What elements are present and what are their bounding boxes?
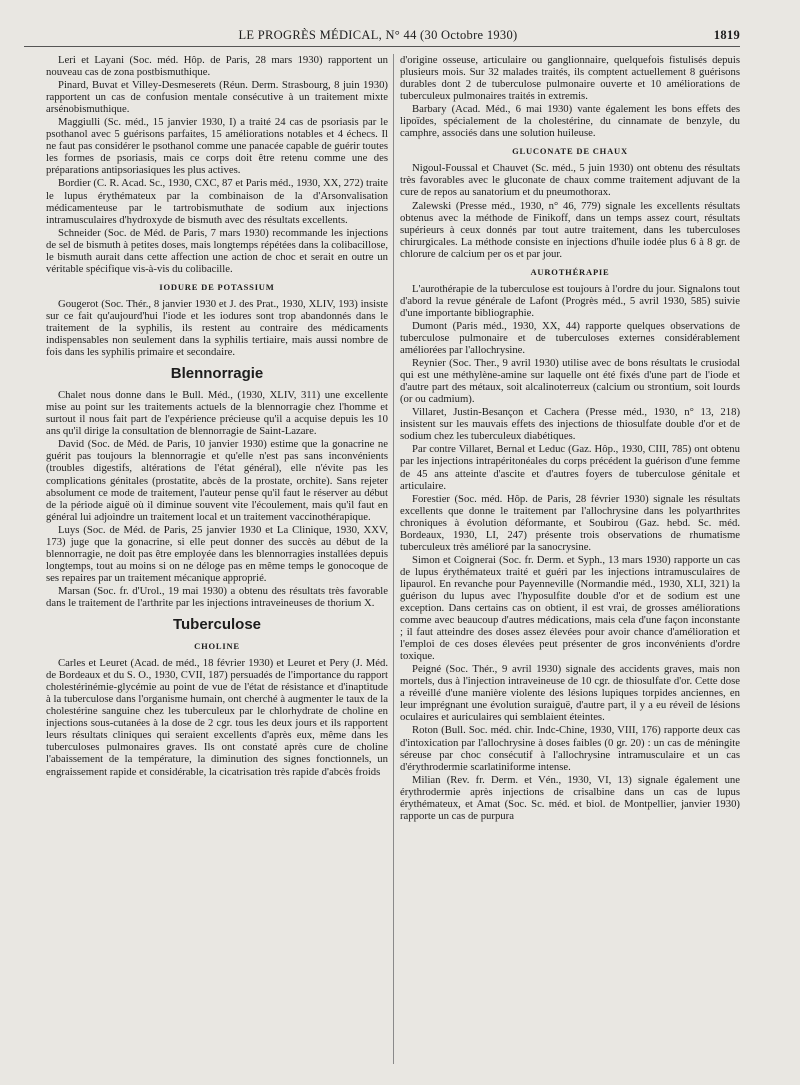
paragraph: Forestier (Soc. méd. Hôp. de Paris, 28 février 1930) signale les résultats excellents que donne le traitement par l'allochrysine dans les polyarthrites chroniques à évolution déformante, et Soubirou (Gaz. hebd. Sc. méd. Bordeaux, 1930, LI, 247) présente trois observations de rhumatisme tuberculeux très amélioré par la sanocrysine.	[400, 492, 740, 553]
header-rule	[24, 46, 740, 47]
paragraph: Luys (Soc. de Méd. de Paris, 25 janvier 1930 et La Clinique, 1930, XXV, 173) juge que la gonacrine, si elle peut donner des succès au début de la blennorragie, ne doit pas être employée dans les blennorragies installées depuis longtemps, tout au moins si on ne déloge pas en même temps le gonocoque de ses repaires par un traitement mécanique approprié.	[46, 523, 388, 584]
paragraph: Bordier (C. R. Acad. Sc., 1930, CXC, 87 et Paris méd., 1930, XX, 272) traite le lupus érythémateux par la combinaison de la d'Arsonvalisation médicamenteuse par le tartrobismuthate de sodium aux injections intramusculaires d'hydroxyde de bismuth avec des résultats excellents.	[46, 177, 388, 226]
subheading-gluconate: GLUCONATE DE CHAUX	[512, 146, 628, 157]
section-heading-tuberculose: Tuberculose	[172, 616, 262, 634]
paragraph: Chalet nous donne dans le Bull. Méd., (1930, XLIV, 311) une excellente mise au point sur les traitements actuels de la blennorragie chez l'homme et surtout il nous fait part de l'expérience précieuse qu'il a acquise depuis les 10 ans qu'il dirige la consultation de blennorragie de Saint-Lazare.	[46, 389, 388, 438]
paragraph: Villaret, Justin-Besançon et Cachera (Presse méd., 1930, n° 13, 218) insistent sur les mauvais effets des injections de thiosulfate double d'or et de sodium chez les tuberculeux diabétiques.	[400, 406, 740, 443]
page-header	[20, 28, 740, 43]
running-title: LE PROGRÈS MÉDICAL, N° 44 (30 Octobre 1930)	[238, 28, 518, 42]
paragraph: Maggiulli (Sc. méd., 15 janvier 1930, I) a traité 24 cas de psoriasis par le psothanol avec 5 guérisons parfaites, 15 améliorations notables et 4 échecs. Il ne faut pas considérer le psothanol comme une panacée capable de guérir toutes les formes de psoriasis, mais ce corps doit être retenu comme une des préparations antipsoriasiques les plus actives.	[46, 116, 388, 177]
paragraph: Barbary (Acad. Méd., 6 mai 1930) vante également les bons effets des lipoïdes, spécialement de la cholestérine, du cinnamate de benzyle, du camphre, associés dans une solution huileuse.	[400, 103, 740, 140]
subheading-iodure: IODURE DE POTASSIUM	[159, 281, 275, 292]
paragraph: Pinard, Buvat et Villey-Desmeserets (Réun. Derm. Strasbourg, 8 juin 1930) rapportent un cas de confusion mentale consécutive à un traitement mixte arsénobismuthique.	[46, 79, 388, 116]
left-column	[46, 54, 388, 779]
paragraph: Marsan (Soc. fr. d'Urol., 19 mai 1930) a obtenu des résultats très favorable dans le traitement de l'arthrite par les injections intraveineuses de thorium X.	[46, 584, 388, 609]
paragraph: Nigoul-Foussal et Chauvet (Sc. méd., 5 juin 1930) ont obtenu des résultats très favorables avec le gluconate de chaux comme traitement adjuvant de la cure de repos au sanatorium et du pneumothorax.	[400, 162, 740, 199]
paragraph: Reynier (Soc. Ther., 9 avril 1930) utilise avec de bons résultats le crusiodal qui est une méthylène-amine sur laquelle ont été fixés d'une part de l'iode et d'autre part des métaux, soit alcalinoterreux (calcium ou strontium, soit lourds (or ou cadmium).	[400, 357, 740, 406]
paragraph: d'origine osseuse, articulaire ou ganglionnaire, quelquefois fistulisés depuis plusieurs mois. Sur 32 malades traités, ils comptent actuellement 8 guérisons durables dont 2 de tuberculose pulmonaire ouverte et 10 améliorations de tuberculeux pulmonaires traités in extremis.	[400, 54, 740, 103]
subheading-aurotherapie: AUROTHÉRAPIE	[530, 266, 610, 277]
right-column	[400, 54, 740, 823]
paragraph: Milian (Rev. fr. Derm. et Vén., 1930, VI, 13) signale également une érythrodermie après injections de crisalbine dans un cas de lupus érythémateux, et Amat (Soc. Sc. méd. et biol. de Montpellier, janvier 1930) rapporte un cas de purpura	[400, 773, 740, 822]
page-number: 1819	[713, 28, 740, 42]
paragraph: Peigné (Soc. Thér., 9 avril 1930) signale des accidents graves, mais non mortels, dus à l'injection intraveineuse de 10 cgr. de thiosulfate d'or. Cette dose a réveillé d'une manière violente des lésions lupiques torpides anciennes, en leur imprégnant une évolution suraiguë, d'autre part, il y a eu réveil de lésions oculaires et auriculaires qui semblaient éteintes.	[400, 663, 740, 724]
paragraph: David (Soc. de Méd. de Paris, 10 janvier 1930) estime que la gonacrine ne guérit pas toujours la blennorragie et qu'elle n'est pas sans inconvénients (troubles digestifs, altérations de l'état général), elle n'évite pas les complications génitales (prostatite, abcès de la prostate, orchite). Sans rejeter absolument ce mode de traitement, l'auteur pense qu'il faut le réserver au début de la période aiguë où il diminue souvent vite l'écoulement, mais qu'il faut en général lui adjoindre un traitement local et un traitement vaccinothérapique.	[46, 438, 388, 523]
subheading-choline: CHOLINE	[194, 641, 240, 652]
paragraph: Gougerot (Soc. Thér., 8 janvier 1930 et J. des Prat., 1930, XLIV, 193) insiste sur ce fait qu'aujourd'hui l'iode et les iodures sont trop abandonnés dans le traitement de la syphilis, ils restent au contraire des médicaments indispensables non seulement dans la syphilis tertiaire, mais aussi nombre de fois dans les syphilis primaire et secondaire.	[46, 297, 388, 359]
paragraph: Par contre Villaret, Bernal et Leduc (Gaz. Hôp., 1930, CIII, 785) ont obtenu par les injections intrapéritonéales du corps précédent la guérison d'une femme de 45 ans atteinte d'ascite et d'autres foyers de tuberculose génitale et articulaire.	[400, 443, 740, 492]
section-heading-blennorragie: Blennorragie	[170, 365, 264, 383]
paragraph: L'aurothérapie de la tuberculose est toujours à l'ordre du jour. Signalons tout d'abord la revue générale de Lafont (Progrès méd., 5 avril 1930, 585) suivie d'une importante bibliographie.	[400, 282, 740, 319]
paragraph: Roton (Bull. Soc. méd. chir. Indc-Chine, 1930, VIII, 176) rapporte deux cas d'intoxication par l'allochrysine à doses faibles (0 gr. 20) : un cas de méningite séreuse par choc consécutif à l'allochrysine intramusculaire et un cas d'érythrodermie scarlatiniforme intense.	[400, 724, 740, 773]
paragraph: Zalewski (Presse méd., 1930, n° 46, 779) signale les excellents résultats obtenus avec la méthode de Finikoff, dans un temps assez court, résultats supérieurs à ceux donnés par tout autre traitement, dans les tuberculoses chirurgicales. La méthode consiste en injections d'huile iodée plus 6 à 8 gr. de chlorure de calcium per os et par jour.	[400, 199, 740, 260]
paragraph: Leri et Layani (Soc. méd. Hôp. de Paris, 28 mars 1930) rapportent un nouveau cas de zona postbismuthique.	[46, 54, 388, 79]
paragraph: Schneider (Soc. de Méd. de Paris, 7 mars 1930) recommande les injections de sel de bismuth à petites doses, mais longtemps répétées dans la colibacillose, le bismuth aurait dans cette affection une action de choc et serait en outre un véritable spécifique vis-à-vis du colibacille.	[46, 226, 388, 275]
paragraph: Dumont (Paris méd., 1930, XX, 44) rapporte quelques observations de tuberculose pulmonaire et de tuberculoses externes considérablement améliorées par l'allochrysine.	[400, 319, 740, 357]
column-divider	[393, 54, 394, 1064]
paragraph: Simon et Coignerai (Soc. fr. Derm. et Syph., 13 mars 1930) rapporte un cas de lupus érythémateux traité et guéri par les injections intramusculaires de lipaurol. En revanche pour Payenneville (Normandie méd., 1930, XLI, 321) la guérison du lupus avec l'hyposulfite double d'or et de sodium est une exception. Dans certains cas on obtient, il est vrai, de grosses améliorations comme avec beaucoup d'autres médications, mais cela d'une façon inconstante ; il faut atteindre des doses assez élevées pour avoir chance d'amélioration et l'emploi de ces doses élevées peut présenter de gros inconvénients d'ordre toxique.	[400, 553, 740, 663]
paragraph: Carles et Leuret (Acad. de méd., 18 février 1930) et Leuret et Pery (J. Méd. de Bordeaux et du S. O., 1930, CVII, 187) persuadés de l'importance du rapport cholestérinémie-glycémie au point de vue de l'état de résistance et d'inaptitude à la tuberculose dans l'organisme humain, ont cherché à augmenter le taux de la cholestérine sanguine chez les tuberculeux par le chlorhydrate de choline en injections sous-cutanées à la dose de 2 cgr. tous les deux jours et ils rapportent leurs résultats cliniques qui seraient excellents d'après eux, même dans les tuberculoses pulmonaires graves. Ils ont constaté après cure de choline l'abaissement de la température, la diminution des signes fonctionnels, un engraissement rapide et considérable, la cicatrisation très rapide d'abcès froids	[46, 657, 388, 778]
